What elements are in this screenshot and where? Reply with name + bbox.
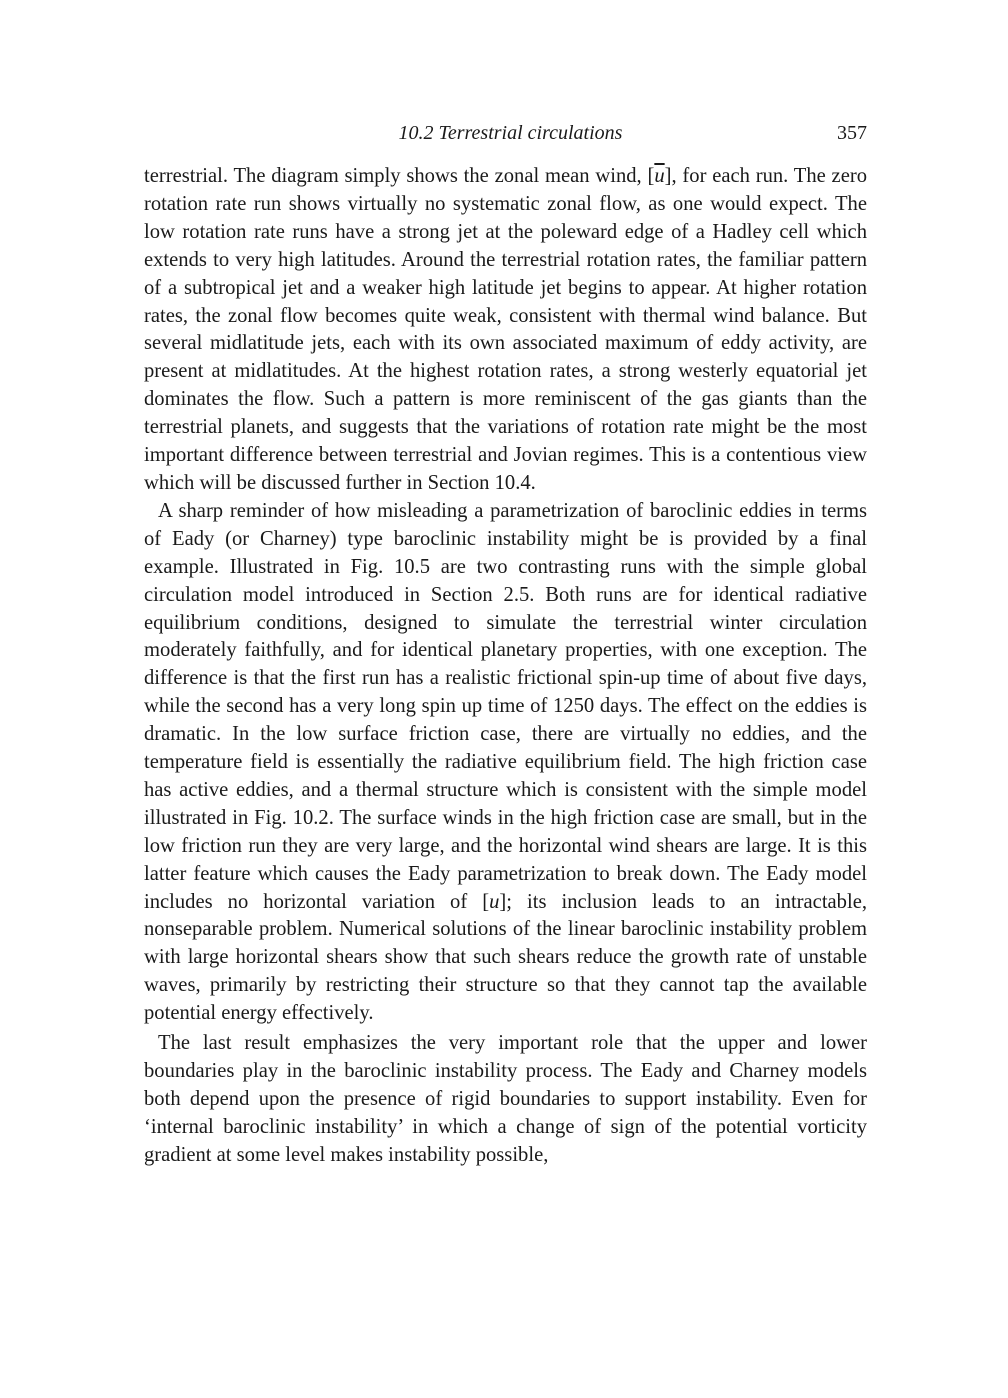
paragraph-1-text-b: ], for each run. The zero rotation rate run shows virtually no systematic zonal flow, as one would expect. The low rotation rate runs have a strong jet at the poleward edge of a Hadley cell which extends to very high latitudes. Around the terrestrial rotation rates, the familiar pattern of a subtropical jet and a weaker high latitude jet begins to appear. At higher rotation rates, the zonal flow becomes quite weak, consistent with thermal wind balance. But several midlatitude jets, each with its own associated maximum of eddy activity, are present at midlatitudes. At the highest rotation rates, a strong westerly equatorial jet dominates the flow. Such a pattern is more reminiscent of the gas giants than the terrestrial planets, and suggests that the variations of rotation rate might be the most important difference between terrestrial and Jovian regimes. This is a contentious view which will be discussed further in Section 10.4. xyxy=(144,165,867,494)
zonal-wind-symbol: u xyxy=(489,890,500,913)
running-head xyxy=(144,118,867,148)
paragraph-1-text-a: terrestrial. The diagram simply shows the zonal mean wind, [ xyxy=(144,165,655,187)
paragraph-3-text: The last result emphasizes the very important role that the upper and lower boundaries play in the baroclinic instability process. The Eady and Charney models both depend upon the presence of rigid boundaries to support instability. Even for ‘internal baroclinic instability’ in which a change of sign of the potential vorticity gradient at some level makes instability possible, xyxy=(144,1032,867,1166)
paragraph-2-text-a: A sharp reminder of how misleading a parametrization of baroclinic eddies in terms of Eady (or Charney) type baroclinic instability might be is provided by a final example. Illustrated in Fig. 10.5 are two contrasting runs with the simple global circulation model introduced in Section 2.5. Both runs are for identical radiative equilibrium conditions, designed to simulate the terrestrial winter circulation moderately faithfully, and for identical planetary properties, with one exception. The difference is that the first run has a realistic frictional spin-up time of about five days, while the second has a very long spin up time of 1250 days. The effect on the eddies is dramatic. In the low surface friction case, there are virtually no eddies, and the temperature field is essentially the radiative equilibrium field. The high friction case has active eddies, and a thermal structure which is consistent with the simple model illustrated in Fig. 10.2. The surface winds in the high friction case are small, but in the low friction run they are very large, and the horizontal wind shears are large. It is this latter feature which causes the Eady parametrization to break down. The Eady model includes no horizontal variation of [ xyxy=(144,499,867,913)
book-page xyxy=(144,118,867,1170)
paragraph-2-text-b: ]; its inclusion leads to an intractable, nonseparable problem. Numerical solutions of the linear baroclinic instability problem with large horizontal shears show that such shears reduce the growth rate of unstable waves, primarily by restricting their structure so that they cannot tap the available potential energy effectively. xyxy=(144,890,867,1025)
running-head-title: 10.2 Terrestrial circulations xyxy=(398,122,623,144)
paragraph-1 xyxy=(144,163,867,498)
paragraph-3 xyxy=(144,1030,867,1170)
body-text xyxy=(144,163,867,1170)
zonal-mean-wind-symbol: $\overline{u}$ xyxy=(654,165,665,187)
page-number: 357 xyxy=(837,122,867,144)
paragraph-2 xyxy=(144,498,867,1028)
